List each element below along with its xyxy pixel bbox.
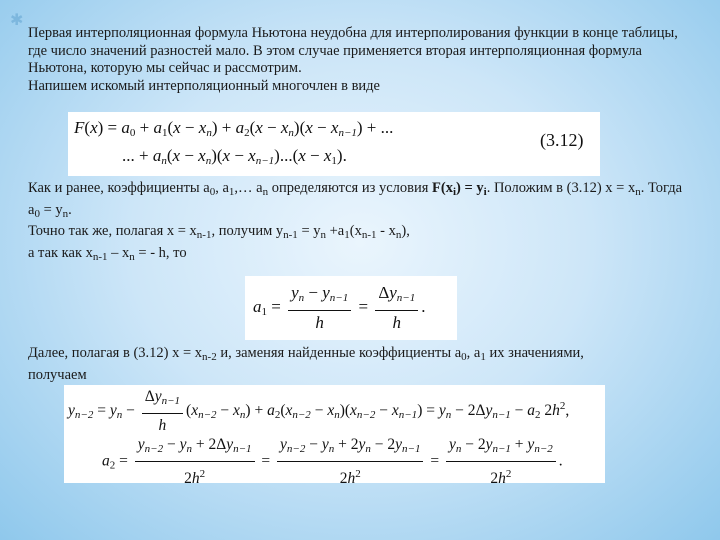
text-fragment: i [483,186,487,198]
star-icon: ✱ [10,10,24,29]
text-fragment: Точно так же, полагая x = x [28,223,197,239]
formula-line-1: $F(x) = a_0 + a_1(x - x_n) + a_2(x - x_n)(x - x_{n-1})$ + ... [74,118,394,139]
text-fragment: 0 [209,186,216,198]
text-fragment: n-1 [361,229,377,241]
text-fragment: . [68,201,72,218]
text-fragment: n [62,207,69,220]
equation-number: (3.12) [540,130,584,150]
text-fragment: n-2 [202,351,217,363]
text-fragment: , получим y [211,223,284,239]
text-fragment: n [635,186,641,198]
text-fragment: i [452,186,457,198]
text-fragment: = y [39,201,63,218]
text-fragment: определяются из условия [268,180,433,196]
text-fragment: , a [466,345,481,361]
intro-text-2: Напишем искомый интерполяционный многочлен в виде [28,77,380,94]
text-fragment: получаем [28,366,87,383]
text-fragment: Как и ранее, коэффициенты a [28,180,210,196]
text-fragment: , a [215,180,229,196]
text-fragment: ), [401,223,410,239]
text-fragment: 1 [344,229,350,241]
formula-a1 [245,276,457,340]
text-fragment: = - h, то [134,244,187,261]
text-fragment: n-1 [283,229,298,241]
text-fragment: 0 [461,351,467,363]
formula-yn2-line: $y_{n-2} = y_n$ − $\frac{\Delta y_{n-1}}{h}$ $(x_{n-2} - x_n) + a_2(x_{n-2} - x_n)(x_{n-2} - x_{n-1}) = y_n - 2\Delta y_{n-1} - a_2$ $2h^2$, [68,388,570,434]
text-fragment: = y [297,223,321,239]
text-fragment: . Положим в (3.12) x = x [486,180,636,196]
paragraph-substitution [28,345,688,384]
intro-text: Первая интерполяционная формула Ньютона неудобна для интерполирования функции в конце таблицы, где число значений разностей мало. В этом случае применяется вторая интерполяционная формула Ньютона, которую мы сейчас и рассмотрим. [28,25,678,76]
formula-line-2: ... + $a_n(x - x_n)(x - x_{n-1})...(x - x_1)$. [122,146,347,167]
text-fragment: - x [376,223,396,239]
text-fragment: n [129,250,135,263]
text-fragment: n-1 [92,250,108,263]
text-fragment: 1 [480,351,486,363]
text-fragment: +a [326,223,345,239]
paragraph-coefficients [28,180,688,266]
text-fragment: F(x [432,180,453,196]
text-fragment: ,… a [234,180,263,196]
formula-a2 [64,385,605,488]
text-fragment: – x [107,244,130,261]
formula-newton-polynomial [68,112,600,176]
text-fragment: n-1 [196,229,212,241]
paragraph-intro [28,25,688,95]
text-fragment: n [262,186,269,198]
text-fragment: 1 [228,186,235,198]
text-fragment: . Тогда a [28,180,683,218]
text-fragment: а так как x [28,244,93,261]
text-fragment: n [395,229,402,241]
text-fragment: и, заменяя найденные коэффициенты a [216,345,462,361]
text-fragment: 0 [34,207,40,220]
formula-a1-expression: $a_1$ = $\frac{y_n - y_{n-1}}{h}$ = $\frac{\Delta y_{n-1}}{h}$ . [253,283,426,332]
text-fragment: ) = y [456,180,484,196]
text-fragment: n [320,229,326,241]
text-fragment: Далее, полагая в (3.12) x = x [28,345,203,361]
formula-a2-line: $a_2$ = $\frac{y_{n-2} - y_n + 2\Delta y_{n-1}}{2h^2}$ = $\frac{y_{n-2} - y_n + 2y_n - 2y_{n-1}}{2h^2}$ = $\frac{y_n - 2y_{n-1} + y_{n-2}}{2h^2}$ . [102,436,563,488]
text-fragment: их значениями, [485,345,584,361]
text-fragment: (x [349,223,362,239]
